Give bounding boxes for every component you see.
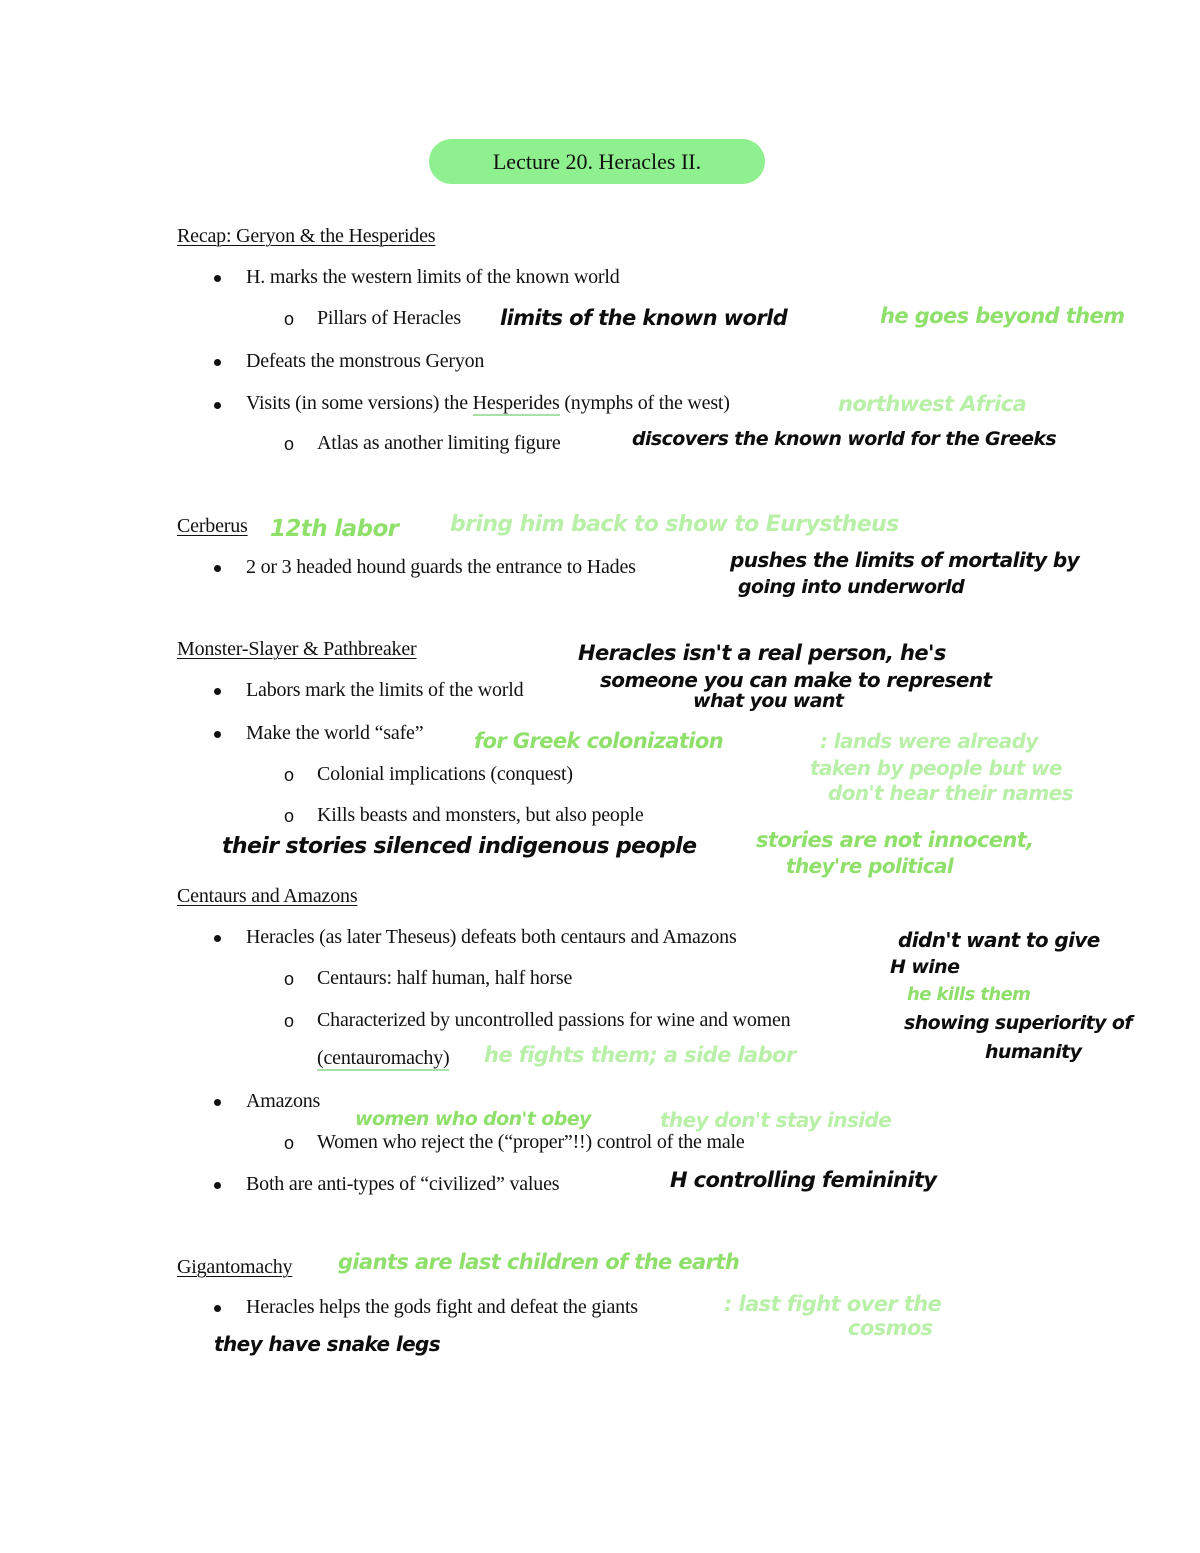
bullet-icon [214,565,221,572]
sub-bullet-icon: o [284,765,295,785]
note-centaur-black-1: didn't want to give [898,928,1100,952]
bullet-icon [214,1305,221,1312]
sub-bullet-icon: o [284,1133,295,1153]
note-centauromachy-light: he fights them; a side labor [484,1043,796,1067]
monster-heading: Monster-Slayer & Pathbreaker [177,638,417,660]
sub-bullet-icon: o [284,969,295,989]
centaurs-bullet-3: Both are anti-types of “civilized” values [246,1173,560,1195]
note-monster-black-2: someone you can make to represent [600,668,992,692]
bullet-icon [214,275,221,282]
note-centaur-black-2: H wine [890,956,960,978]
note-giants-light-1: : last fight over the [724,1292,942,1316]
note-stories-green-2: they're political [786,854,954,878]
giganto-bullet-1: Heracles helps the gods fight and defeat the giants [246,1296,638,1318]
hesperides-highlight: Hesperides [472,392,560,414]
note-stories-black: their stories silenced indigenous people [222,834,697,859]
giganto-heading: Gigantomachy [177,1256,293,1278]
note-amazons-green: women who don't obey [355,1108,591,1130]
centaurs-sub-centauromachy: (centauromachy) [317,1047,450,1069]
monster-sub-kills: Kills beasts and monsters, but also people [317,804,644,826]
centaurs-heading: Centaurs and Amazons [177,885,358,907]
note-atlas-black: discovers the known world for the Greeks [632,428,1057,450]
sub-bullet-icon: o [284,309,295,329]
bullet-icon [214,1182,221,1189]
recap-sub-pillars: Pillars of Heracles [317,307,461,329]
note-monster-black-1: Heracles isn't a real person, he's [578,641,946,665]
centaurs-bullet-2: Amazons [246,1090,321,1112]
monster-bullet-2: Make the world “safe” [246,722,424,744]
cerberus-heading: Cerberus [177,515,248,537]
bullet-icon [214,359,221,366]
note-pillars-green: he goes beyond them [880,304,1125,328]
note-safe-light-3: don't hear their names [828,781,1073,805]
monster-bullet-1: Labors mark the limits of the world [246,679,524,701]
note-centaur-green: he kills them [907,984,1031,1005]
recap-sub-atlas: Atlas as another limiting figure [317,432,561,454]
sub-bullet-icon: o [284,1011,295,1031]
bullet-icon [214,935,221,942]
note-giants-light-2: cosmos [848,1316,933,1340]
centaurs-sub-passions: Characterized by uncontrolled passions for wine and women [317,1009,791,1031]
note-amazons-light: they don't stay inside [660,1108,892,1132]
cerberus-bullet-1: 2 or 3 headed hound guards the entrance to Hades [246,556,636,578]
recap-heading: Recap: Geryon & the Hesperides [177,225,436,247]
centaurs-bullet-1: Heracles (as later Theseus) defeats both centaurs and Amazons [246,926,737,948]
note-safe-green: for Greek colonization [474,729,724,753]
note-cerberus-bring: bring him back to show to Eurystheus [450,512,899,537]
bullet-icon [214,688,221,695]
note-giants-black: they have snake legs [214,1332,441,1356]
note-pillars-black: limits of the known world [500,306,788,330]
recap-bullet-3: Visits (in some versions) the Hesperides (nymphs of the west) [246,392,730,414]
centaurs-sub-half: Centaurs: half human, half horse [317,967,573,989]
note-giganto-green: giants are last children of the earth [338,1250,740,1274]
note-cerberus-labor: 12th labor [270,516,399,542]
note-hesperides-green: northwest Africa [838,392,1027,416]
note-anti-black: H controlling femininity [670,1168,937,1192]
sub-bullet-icon: o [284,806,295,826]
sub-bullet-icon: o [284,434,295,454]
centaurs-sub-women: Women who reject the (“proper”!!) control of the male [317,1131,745,1153]
recap-bullet-2: Defeats the monstrous Geryon [246,350,485,372]
bullet-icon [214,731,221,738]
recap-bullet-1: H. marks the western limits of the known world [246,266,620,288]
bullet-icon [214,1099,221,1106]
note-safe-light-1: : lands were already [820,729,1038,753]
note-hades-black-1: pushes the limits of mortality by [730,548,1080,572]
note-centaur-black-3: showing superiority of [904,1012,1133,1034]
note-centaur-black-4: humanity [985,1041,1082,1063]
note-hades-black-2: going into underworld [738,576,965,598]
note-safe-light-2: taken by people but we [810,756,1062,780]
note-stories-green-1: stories are not innocent, [756,828,1034,852]
monster-sub-colonial: Colonial implications (conquest) [317,763,573,785]
lecture-title: Lecture 20. Heracles II. [429,139,765,184]
bullet-icon [214,402,221,409]
note-monster-black-3: what you want [693,690,844,712]
